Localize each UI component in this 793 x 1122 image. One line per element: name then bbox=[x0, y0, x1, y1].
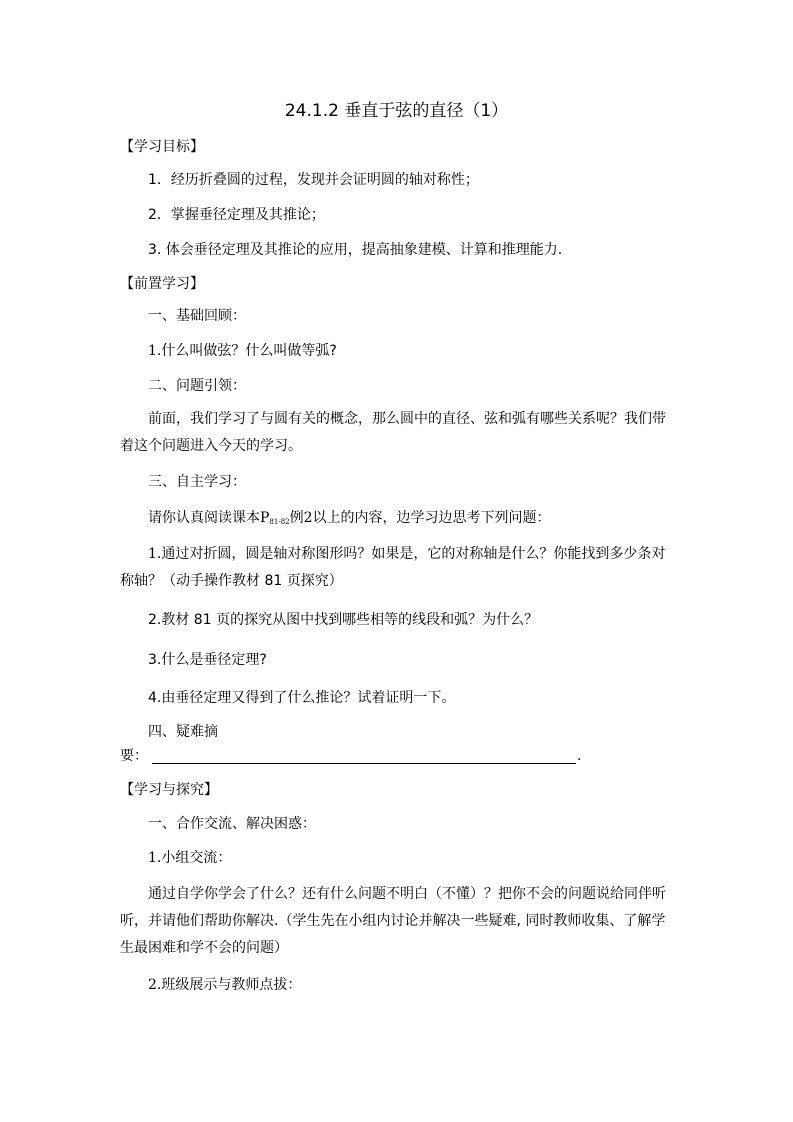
reading-example-number: 2 bbox=[303, 510, 313, 526]
pre-heading-guide: 二、问题引领： bbox=[148, 378, 246, 394]
explore-item-2-text: 班级展示与教师点拔： bbox=[161, 977, 302, 993]
section-heading-goals: 【学习目标】 bbox=[120, 139, 204, 155]
goal-item-3: 3. 体会垂径定理及其推论的应用，提高抽象建模、计算和推理能力. bbox=[148, 242, 563, 258]
pre-heading-review: 一、基础回顾： bbox=[148, 308, 246, 324]
difficulties-continuation: 要： bbox=[120, 748, 148, 764]
study-question-2: 2.教材 81 页的探究从图中找到哪些相等的线段和弧？为什么？ bbox=[148, 612, 539, 628]
explore-heading-cooperate: 一、合作交流、解决困惑： bbox=[148, 816, 316, 832]
explore-item-2-number: 2. bbox=[148, 977, 162, 993]
section-heading-explore: 【学习与探究】 bbox=[120, 782, 218, 798]
reading-prefix: 请你认真阅读课本 bbox=[148, 510, 260, 526]
pre-heading-difficulties: 四、疑难摘 bbox=[148, 724, 218, 740]
pre-heading-self-study: 三、自主学习： bbox=[148, 474, 246, 490]
study-question-1-number: 1. bbox=[148, 546, 162, 562]
review-question-1 bbox=[148, 341, 680, 361]
page-ref-letter: P bbox=[260, 510, 270, 526]
section-heading-pre: 【前置学习】 bbox=[120, 276, 204, 292]
reading-instruction bbox=[148, 508, 680, 532]
group-exchange-paragraph: 通过自学你学会了什么？还有什么问题不明白（不懂）？把你不会的问题说给同伴听听，并请他们帮助你解决.（学生先在小组内讨论并解决一些疑难, 同时教师收集、了解学生最困难和学不会的问题） bbox=[120, 886, 666, 956]
difficulties-end-mark: . bbox=[577, 748, 582, 764]
guide-paragraph: 前面，我们学习了与圆有关的概念，那么圆中的直径、弦和弧有哪些关系呢？我们带着这个问题进入今天的学习。 bbox=[120, 411, 666, 454]
review-question-number: 1. bbox=[148, 343, 162, 359]
page-ref-range: 81-82 bbox=[269, 518, 290, 526]
difficulties-answer-blank[interactable] bbox=[152, 749, 576, 764]
study-question-3: 3.什么是垂径定理? bbox=[148, 652, 267, 668]
difficulties-line bbox=[120, 746, 680, 766]
reading-example-label: 例 bbox=[289, 510, 304, 526]
explore-item-1-text: 小组交流： bbox=[161, 850, 232, 866]
reading-suffix: 以上的内容，边学习边思考下列问题： bbox=[312, 510, 551, 526]
explore-item-2 bbox=[148, 975, 680, 995]
goal-item-2: 2．掌握垂径定理及其推论； bbox=[148, 207, 325, 223]
page-title: 24.1.2 垂直于弦的直径（1） bbox=[284, 101, 509, 121]
explore-item-1 bbox=[148, 848, 680, 868]
review-question-text: 什么叫做弦？什么叫做等弧? bbox=[161, 343, 337, 359]
goal-item-1: 1．经历折叠圆的过程，发现并会证明圆的轴对称性； bbox=[148, 172, 479, 188]
study-question-1 bbox=[120, 541, 668, 595]
study-question-1-text: 通过对折圆，圆是轴对称图形吗？如果是，它的对称轴是什么？你能找到多少条对称轴？（动手操作教材 81 页探究） bbox=[120, 546, 666, 589]
study-question-4: 4.由垂径定理又得到了什么推论？试着证明一下。 bbox=[148, 690, 456, 706]
explore-item-1-number: 1. bbox=[148, 850, 162, 866]
